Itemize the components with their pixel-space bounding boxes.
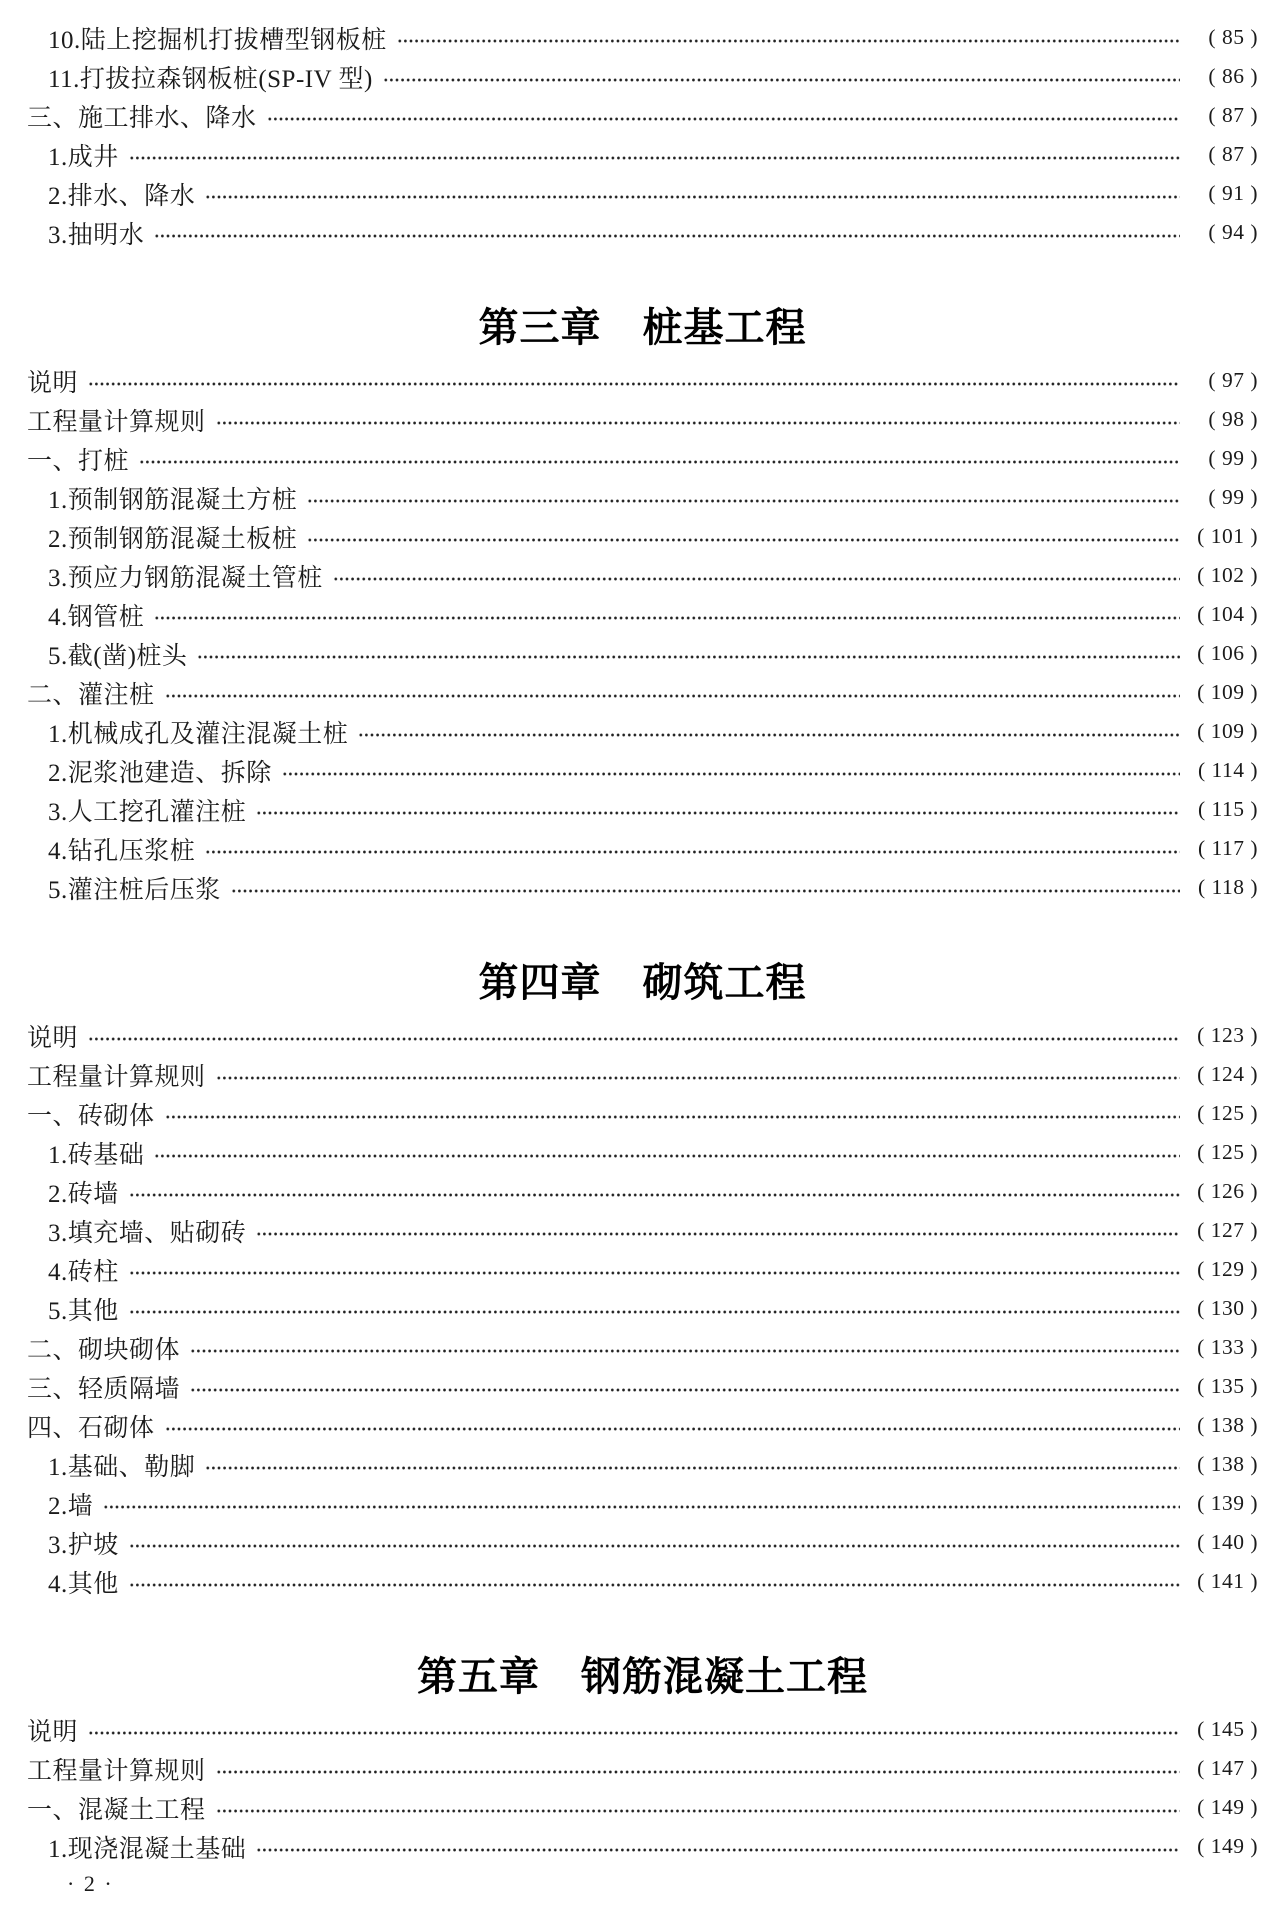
toc-entry-page: ( 99 ) — [1208, 446, 1258, 470]
toc-entry-page: ( 130 ) — [1197, 1296, 1258, 1320]
toc-entry-label: 1.预制钢筋混凝土方桩 — [48, 486, 298, 514]
toc-entry-page: ( 138 ) — [1197, 1452, 1258, 1476]
toc-entry[interactable] — [27, 1749, 1258, 1788]
toc-entry-page: ( 86 ) — [1208, 64, 1258, 88]
dot-leader — [88, 1710, 1180, 1749]
dot-leader — [197, 634, 1180, 673]
toc-entry-label: 二、砌块砌体 — [27, 1336, 181, 1364]
dot-leader — [216, 400, 1180, 439]
toc-entry-label: 5.截(凿)桩头 — [48, 642, 188, 670]
toc-entry[interactable] — [27, 1055, 1258, 1094]
toc-entry[interactable] — [27, 1406, 1258, 1445]
toc-entry[interactable] — [27, 595, 1258, 634]
dot-leader — [154, 213, 1180, 252]
toc-entry-page: ( 91 ) — [1208, 181, 1258, 205]
dot-leader — [129, 1289, 1180, 1328]
dot-leader — [205, 174, 1180, 213]
toc-entry-page: ( 87 ) — [1208, 142, 1258, 166]
toc-entry-label: 4.砖柱 — [48, 1258, 119, 1286]
toc-entry-page: ( 149 ) — [1197, 1834, 1258, 1858]
toc-entry[interactable] — [27, 135, 1258, 174]
dot-leader — [216, 1749, 1180, 1788]
toc-entry-page: ( 87 ) — [1208, 103, 1258, 127]
toc-entry[interactable] — [27, 478, 1258, 517]
toc-entry[interactable] — [27, 1484, 1258, 1523]
dot-leader — [307, 478, 1180, 517]
toc-entry-label: 一、砖砌体 — [27, 1102, 155, 1130]
footer-page-number: · 2 · — [67, 1871, 114, 1896]
toc-entry[interactable] — [27, 174, 1258, 213]
toc-entry-label: 一、打桩 — [27, 447, 130, 475]
toc-entry[interactable] — [27, 751, 1258, 790]
toc-entry-page: ( 139 ) — [1197, 1491, 1258, 1515]
toc-entry-label: 1.基础、勒脚 — [48, 1453, 196, 1481]
toc-entry[interactable] — [27, 213, 1258, 252]
toc-entry-label: 一、混凝土工程 — [27, 1796, 206, 1824]
toc-entry-label: 四、石砌体 — [27, 1414, 155, 1442]
dot-leader — [165, 673, 1180, 712]
toc-entry-label: 1.成井 — [48, 143, 119, 171]
toc-entry[interactable] — [27, 1788, 1258, 1827]
dot-leader — [154, 595, 1180, 634]
toc-entry[interactable] — [27, 1289, 1258, 1328]
dot-leader — [190, 1367, 1180, 1406]
toc-entry-label: 2.排水、降水 — [48, 182, 196, 210]
toc-entry-page: ( 109 ) — [1197, 719, 1258, 743]
chapter-heading: 第四章 砌筑工程 — [478, 961, 807, 1005]
toc-entry-label: 3.预应力钢筋混凝土管桩 — [48, 564, 323, 592]
toc-entry-page: ( 123 ) — [1197, 1023, 1258, 1047]
toc-entry[interactable] — [27, 868, 1258, 907]
toc-entry-page: ( 149 ) — [1197, 1795, 1258, 1819]
chapter-heading: 第五章 钢筋混凝土工程 — [417, 1655, 868, 1699]
toc-entry[interactable] — [27, 712, 1258, 751]
toc-entry-page: ( 145 ) — [1197, 1717, 1258, 1741]
toc-entry-page: ( 126 ) — [1197, 1179, 1258, 1203]
toc-entry-label: 3.填充墙、贴砌砖 — [48, 1219, 247, 1247]
toc-entry-label: 2.砖墙 — [48, 1180, 119, 1208]
toc-entry-label: 说明 — [27, 369, 79, 397]
toc-entry[interactable] — [27, 1367, 1258, 1406]
toc-entry-label: 三、施工排水、降水 — [27, 104, 257, 132]
toc-entry-label: 2.泥浆池建造、拆除 — [48, 759, 272, 787]
toc-entry-label: 三、轻质隔墙 — [27, 1375, 181, 1403]
toc-entry-page: ( 133 ) — [1197, 1335, 1258, 1359]
toc-entry-label: 2.墙 — [48, 1492, 94, 1520]
dot-leader — [129, 1250, 1180, 1289]
toc-entry[interactable] — [27, 634, 1258, 673]
toc-entry[interactable] — [27, 1133, 1258, 1172]
toc-entry[interactable] — [27, 1211, 1258, 1250]
toc-entry[interactable] — [27, 1250, 1258, 1289]
toc-entry[interactable] — [27, 829, 1258, 868]
toc-entry-page: ( 140 ) — [1197, 1530, 1258, 1554]
toc-entry-page: ( 114 ) — [1197, 758, 1258, 782]
toc-entry[interactable] — [27, 790, 1258, 829]
toc-entry[interactable] — [27, 1016, 1258, 1055]
toc-entry[interactable] — [27, 556, 1258, 595]
dot-leader — [397, 18, 1180, 57]
toc-entry-label: 3.护坡 — [48, 1531, 119, 1559]
toc-entry[interactable] — [27, 361, 1258, 400]
toc-entry-label: 4.其他 — [48, 1570, 119, 1598]
toc-entry-page: ( 98 ) — [1208, 407, 1258, 431]
toc-entry-page: ( 102 ) — [1197, 563, 1258, 587]
toc-entry[interactable] — [27, 439, 1258, 478]
dot-leader — [88, 361, 1180, 400]
toc-entry-page: ( 141 ) — [1197, 1569, 1258, 1593]
toc-entry[interactable] — [27, 1523, 1258, 1562]
toc-entry-page: ( 101 ) — [1197, 524, 1258, 548]
dot-leader — [165, 1094, 1180, 1133]
toc-entry-label: 说明 — [27, 1024, 79, 1052]
toc-entry[interactable] — [27, 1172, 1258, 1211]
dot-leader — [129, 1523, 1180, 1562]
toc-entry-label: 11.打拔拉森钢板桩(SP-IV 型) — [48, 65, 373, 93]
toc-entry-page: ( 94 ) — [1208, 220, 1258, 244]
dot-leader — [190, 1328, 1180, 1367]
table-of-contents — [27, 18, 1258, 1866]
toc-entry-label: 工程量计算规则 — [27, 1757, 206, 1785]
toc-entry-page: ( 104 ) — [1197, 602, 1258, 626]
toc-entry-page: ( 115 ) — [1197, 797, 1258, 821]
dot-leader — [307, 517, 1180, 556]
toc-entry-page: ( 85 ) — [1208, 25, 1258, 49]
dot-leader — [129, 135, 1180, 174]
dot-leader — [103, 1484, 1180, 1523]
toc-entry-label: 4.钢管桩 — [48, 603, 145, 631]
dot-leader — [358, 712, 1180, 751]
dot-leader — [154, 1133, 1180, 1172]
toc-entry-label: 1.砖基础 — [48, 1141, 145, 1169]
toc-entry[interactable] — [27, 400, 1258, 439]
toc-entry-page: ( 147 ) — [1197, 1756, 1258, 1780]
toc-entry-label: 2.预制钢筋混凝土板桩 — [48, 525, 298, 553]
dot-leader — [205, 829, 1180, 868]
toc-entry[interactable] — [27, 18, 1258, 57]
toc-entry-label: 说明 — [27, 1718, 79, 1746]
toc-entry-page: ( 125 ) — [1197, 1140, 1258, 1164]
dot-leader — [88, 1016, 1180, 1055]
page-footer — [67, 1870, 1258, 1898]
toc-entry-label: 1.机械成孔及灌注混凝土桩 — [48, 720, 349, 748]
dot-leader — [216, 1788, 1180, 1827]
dot-leader — [165, 1406, 1180, 1445]
toc-entry[interactable] — [27, 1328, 1258, 1367]
toc-entry[interactable] — [27, 673, 1258, 712]
toc-entry-label: 3.人工挖孔灌注桩 — [48, 798, 247, 826]
chapter-heading: 第三章 桩基工程 — [478, 306, 807, 350]
toc-entry-page: ( 124 ) — [1197, 1062, 1258, 1086]
toc-entry-page: ( 129 ) — [1197, 1257, 1258, 1281]
dot-leader — [231, 868, 1180, 907]
dot-leader — [256, 1211, 1180, 1250]
toc-entry-page: ( 117 ) — [1197, 836, 1258, 860]
toc-entry-label: 二、灌注桩 — [27, 681, 155, 709]
toc-entry-page: ( 106 ) — [1197, 641, 1258, 665]
toc-entry-page: ( 99 ) — [1208, 485, 1258, 509]
toc-entry[interactable] — [27, 57, 1258, 96]
toc-entry-label: 3.抽明水 — [48, 221, 145, 249]
dot-leader — [139, 439, 1180, 478]
dot-leader — [129, 1172, 1180, 1211]
dot-leader — [256, 790, 1180, 829]
dot-leader — [333, 556, 1180, 595]
toc-entry[interactable] — [27, 517, 1258, 556]
toc-entry-page: ( 135 ) — [1197, 1374, 1258, 1398]
toc-entry-label: 工程量计算规则 — [27, 1063, 206, 1091]
toc-entry-page: ( 118 ) — [1197, 875, 1258, 899]
toc-entry[interactable] — [27, 1827, 1258, 1866]
toc-entry-page: ( 138 ) — [1197, 1413, 1258, 1437]
toc-entry-label: 5.其他 — [48, 1297, 119, 1325]
toc-entry[interactable] — [27, 96, 1258, 135]
toc-entry-label: 5.灌注桩后压浆 — [48, 876, 221, 904]
dot-leader — [216, 1055, 1180, 1094]
dot-leader — [256, 1827, 1180, 1866]
toc-entry-label: 4.钻孔压浆桩 — [48, 837, 196, 865]
toc-entry-page: ( 127 ) — [1197, 1218, 1258, 1242]
toc-entry-page: ( 125 ) — [1197, 1101, 1258, 1125]
toc-entry[interactable] — [27, 1710, 1258, 1749]
toc-entry[interactable] — [27, 1445, 1258, 1484]
dot-leader — [129, 1562, 1180, 1601]
dot-leader — [282, 751, 1180, 790]
toc-entry-page: ( 97 ) — [1208, 368, 1258, 392]
dot-leader — [267, 96, 1180, 135]
toc-entry-label: 10.陆上挖掘机打拔槽型钢板桩 — [48, 26, 387, 54]
toc-entry-label: 1.现浇混凝土基础 — [48, 1835, 247, 1863]
toc-entry[interactable] — [27, 1094, 1258, 1133]
toc-entry[interactable] — [27, 1562, 1258, 1601]
dot-leader — [383, 57, 1180, 96]
toc-entry-label: 工程量计算规则 — [27, 408, 206, 436]
toc-entry-page: ( 109 ) — [1197, 680, 1258, 704]
dot-leader — [205, 1445, 1180, 1484]
